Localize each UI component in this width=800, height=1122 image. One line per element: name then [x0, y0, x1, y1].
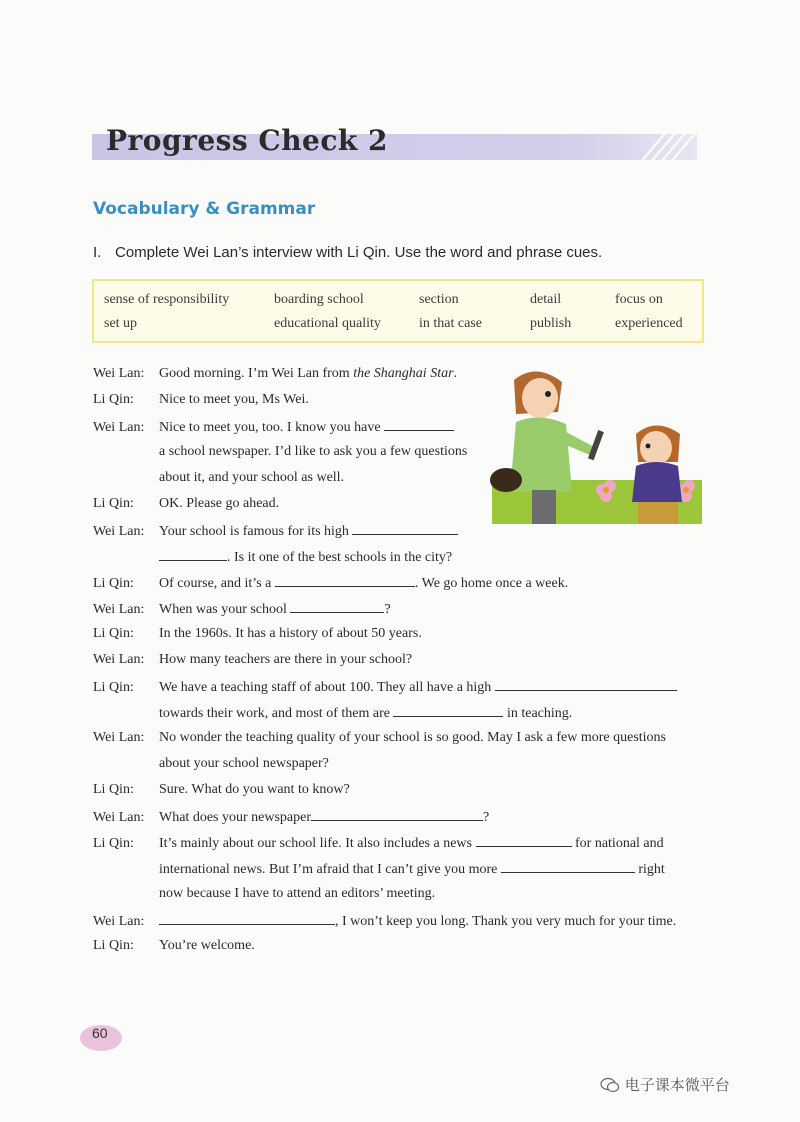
dialogue-line: Wei Lan: No wonder the teaching quality of your school is so good. May I ask a few more questions	[93, 730, 667, 745]
speaker-label: Wei Lan:	[93, 366, 145, 381]
word-cue: publish	[530, 316, 572, 331]
dialogue-line: Li Qin: OK. Please go ahead.	[93, 496, 280, 511]
word-cue: set up	[104, 316, 138, 331]
dialogue-line: a school newspaper. I’d like to ask you a few questions	[159, 444, 468, 459]
dialogue-line: Wei Lan: Your school is famous for its high	[93, 522, 458, 540]
page-number: 60	[92, 1025, 108, 1041]
dialogue-line: Li Qin: Sure. What do you want to know?	[93, 782, 350, 797]
dialogue-line: now because I have to attend an editors’ meeting.	[159, 886, 436, 901]
exercise-number: I.	[93, 244, 102, 261]
answer-blank[interactable]	[393, 704, 503, 717]
watermark	[600, 1074, 730, 1095]
speaker-label: Li Qin:	[93, 626, 134, 641]
speaker-label: Li Qin:	[93, 836, 134, 851]
dialogue-line: Li Qin: Nice to meet you, Ms Wei.	[93, 392, 309, 407]
word-cue: section	[419, 292, 459, 307]
word-cue: educational quality	[274, 316, 381, 331]
exercise-instruction	[93, 244, 602, 261]
dialogue-line: towards their work, and most of them are in teaching.	[159, 706, 573, 721]
word-cue: boarding school	[274, 292, 364, 307]
word-bank	[92, 279, 704, 343]
student-figure	[632, 426, 682, 525]
speaker-label: Li Qin:	[93, 576, 134, 591]
answer-blank[interactable]	[501, 860, 635, 873]
speaker-label: Li Qin:	[93, 782, 134, 797]
dialogue-line: Li Qin: You’re welcome.	[93, 938, 255, 953]
speaker-label: Wei Lan:	[93, 524, 145, 539]
dialogue-line: Li Qin: Of course, and it’s a . We go home once a week.	[93, 576, 569, 591]
speaker-label: Wei Lan:	[93, 810, 145, 825]
speaker-label: Wei Lan:	[93, 652, 145, 667]
interview-illustration	[486, 362, 702, 524]
answer-blank[interactable]	[311, 808, 483, 821]
answer-blank[interactable]	[275, 574, 415, 587]
dialogue-line: Li Qin: In the 1960s. It has a history of about 50 years.	[93, 626, 422, 641]
instruction-text: Complete Wei Lan’s interview with Li Qin. Use the word and phrase cues.	[115, 244, 603, 261]
dialogue-line: about it, and your school as well.	[159, 470, 345, 485]
dialogue-line: Wei Lan: What does your newspaper ?	[93, 810, 490, 825]
answer-blank[interactable]	[384, 418, 454, 431]
dialogue-line: . Is it one of the best schools in the city?	[159, 548, 452, 566]
answer-blank[interactable]	[495, 678, 677, 691]
speaker-label: Li Qin:	[93, 496, 134, 511]
section-heading: Vocabulary & Grammar	[93, 199, 316, 219]
answer-blank[interactable]	[476, 834, 572, 847]
dialogue-line: Li Qin: We have a teaching staff of about 100. They all have a high	[93, 678, 677, 696]
word-cue: detail	[530, 292, 562, 307]
dialogue-line: Wei Lan: When was your school ?	[93, 602, 391, 617]
dialogue-line: Wei Lan: Good morning. I’m Wei Lan from the Shanghai Star.	[93, 366, 458, 381]
speaker-label: Wei Lan:	[93, 730, 145, 745]
dialogue-line: Wei Lan: Nice to meet you, too. I know you have	[93, 418, 454, 436]
speaker-label: Wei Lan:	[93, 914, 145, 929]
speaker-label: Li Qin:	[93, 680, 134, 695]
word-cue: experienced	[615, 316, 683, 331]
answer-blank[interactable]	[159, 548, 227, 561]
speaker-label: Li Qin:	[93, 938, 134, 953]
word-cue: in that case	[419, 316, 482, 331]
speaker-label: Wei Lan:	[93, 602, 145, 617]
answer-blank[interactable]	[159, 912, 335, 925]
watermark-text: 电子课本微平台	[624, 1076, 730, 1094]
speaker-label: Li Qin:	[93, 392, 134, 407]
word-cue: sense of responsibility	[104, 292, 230, 307]
page-title: Progress Check 2	[106, 124, 389, 157]
dialogue-line: Wei Lan: How many teachers are there in your school?	[93, 652, 413, 667]
speaker-label: Wei Lan:	[93, 420, 145, 435]
answer-blank[interactable]	[290, 600, 384, 613]
dialogue-line: about your school newspaper?	[159, 756, 329, 771]
answer-blank[interactable]	[352, 522, 458, 535]
chat-bubble-icon	[600, 1077, 620, 1093]
dialogue-line: Wei Lan: , I won’t keep you long. Thank you very much for your time.	[93, 914, 677, 929]
dialogue-line: Li Qin: It’s mainly about our school life. It also includes a news for national and	[93, 836, 664, 851]
dialogue-line: international news. But I’m afraid that I can’t give you more right	[159, 862, 665, 877]
word-cue: focus on	[615, 292, 663, 307]
